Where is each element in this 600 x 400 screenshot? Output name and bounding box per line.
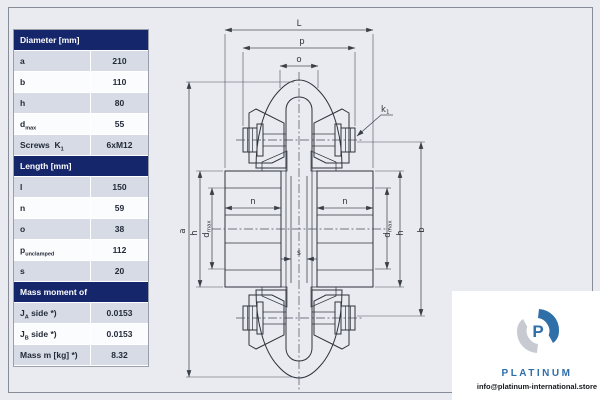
row-value: 59 bbox=[90, 198, 148, 218]
dim-label-L: L bbox=[296, 19, 302, 29]
table-section-header-diameter: Diameter [mm] bbox=[14, 30, 148, 51]
row-value: 8.32 bbox=[90, 345, 148, 365]
dim-label-n-left: n bbox=[250, 197, 256, 207]
row-label: a bbox=[20, 56, 25, 66]
dim-label-h-right: h bbox=[396, 230, 406, 236]
row-value: 0.0153 bbox=[90, 324, 148, 344]
contact-email: info@platinum-international.store bbox=[476, 382, 598, 391]
row-label: b bbox=[20, 77, 26, 87]
row-label: h bbox=[20, 98, 26, 108]
watermark-box bbox=[452, 291, 600, 400]
row-value: 6xM12 bbox=[90, 135, 148, 155]
k1-leader-line bbox=[357, 115, 393, 136]
dim-label-n-right: n bbox=[342, 197, 348, 207]
row-value: 55 bbox=[90, 114, 148, 134]
row-label: Mass m [kg] *) bbox=[20, 350, 78, 360]
dim-label-h-left: h bbox=[190, 230, 200, 236]
row-label: $d_{max}$ bbox=[20, 119, 37, 132]
dim-label-p: p bbox=[299, 37, 305, 47]
dim-label-dmax-right: dmax bbox=[383, 220, 394, 238]
row-value: 150 bbox=[90, 177, 148, 197]
table-section-header-length: Length [mm] bbox=[14, 156, 148, 177]
row-label: s bbox=[20, 266, 25, 276]
row-label: o bbox=[20, 224, 26, 234]
dim-label-s: s bbox=[297, 248, 301, 257]
row-label: $J_B$ side *) bbox=[20, 329, 57, 342]
dimension-lines bbox=[178, 19, 427, 377]
row-label: $J_A$ side *) bbox=[20, 308, 57, 321]
dim-label-o: o bbox=[296, 55, 302, 65]
row-value: 0.0153 bbox=[90, 303, 148, 323]
row-label: n bbox=[20, 203, 26, 213]
row-label: $p_{unclamped}$ bbox=[20, 245, 55, 258]
row-label: l bbox=[20, 182, 23, 192]
row-value: 80 bbox=[90, 93, 148, 113]
row-value: 210 bbox=[90, 51, 148, 71]
row-value: 112 bbox=[90, 240, 148, 260]
logo-letter: P bbox=[532, 322, 544, 341]
row-label: Screws $K_1$ bbox=[20, 140, 64, 153]
row-value: 110 bbox=[90, 72, 148, 92]
table-section-header-mass: Mass moment of bbox=[14, 282, 148, 303]
row-value: 20 bbox=[90, 261, 148, 281]
dim-label-k1: k1 bbox=[381, 105, 390, 116]
dim-label-b: b bbox=[417, 227, 427, 233]
brand-name: PLATINUM bbox=[501, 368, 573, 379]
dim-label-a: a bbox=[178, 228, 188, 234]
row-value: 38 bbox=[90, 219, 148, 239]
dim-label-dmax-left: dmax bbox=[202, 220, 213, 238]
platinum-logo bbox=[512, 307, 564, 363]
